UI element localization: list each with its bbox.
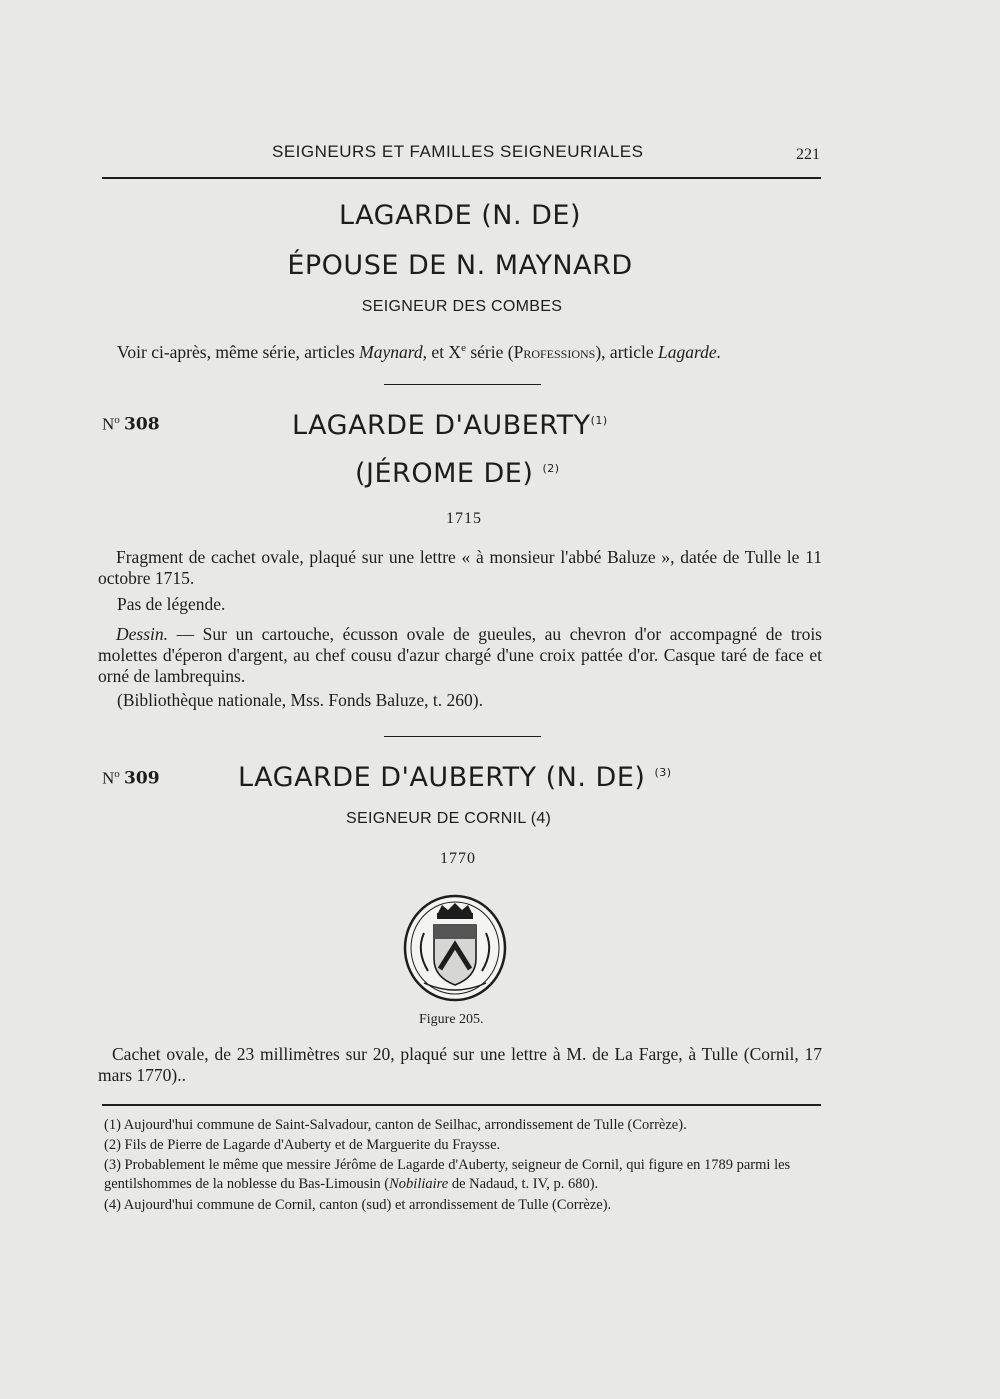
source-reference: (Bibliothèque nationale, Mss. Fonds Baluze, t. 260).	[117, 690, 483, 710]
cross-reference: Voir ci-après, même série, articles Maynard, et Xe série (Professions), article Lagarde.	[117, 341, 722, 362]
footnote-2: (2) Fils de Pierre de Lagarde d'Auberty et de Marguerite du Fraysse.	[104, 1137, 501, 1153]
section-divider	[384, 736, 541, 737]
running-header-title: SEIGNEURS ET FAMILLES SEIGNEURIALES	[272, 142, 644, 161]
footnote-rule	[102, 1104, 821, 1106]
footnote-1: (1) Aujourd'hui commune de Saint-Salvadour, canton de Seilhac, arrondissement de Tulle (Corrèze).	[104, 1117, 687, 1133]
entry-subtitle: SEIGNEUR DES COMBES	[361, 298, 563, 315]
entry-title-line1: LAGARDE (N. DE)	[338, 200, 582, 231]
footnote-3: (3) Probablement le même que messire Jérôme de Lagarde d'Auberty, seigneur de Cornil, qui figure en 1789 parmi les gentilshommes de la noblesse du Bas-Limousin (Nobiliaire de Nadaud, t. IV, p. 680).	[104, 1157, 791, 1192]
drawing-description: Dessin. — Sur un cartouche, écusson ovale de gueules, au chevron d'or accompagné de trois molettes d'éperon d'argent, au chef cousu d'azur chargé d'une croix pattée d'or. Casque taré de face et orné de lambrequins.	[98, 624, 822, 686]
seal-engraving	[402, 893, 508, 1003]
entry-year: 1715	[446, 510, 482, 527]
description-paragraph: Cachet ovale, de 23 millimètres sur 20, plaqué sur une lettre à M. de La Farge, à Tulle (Cornil, 17 mars 1770)..	[98, 1044, 822, 1085]
entry-title: LAGARDE D'AUBERTY (N. DE) $^{(3)}$	[238, 762, 672, 793]
entry-title-line2: ÉPOUSE DE N. MAYNARD	[287, 250, 633, 281]
entry-title-line1: LAGARDE D'AUBERTY$^{(1)}$	[292, 410, 608, 441]
legend-note: Pas de légende.	[117, 594, 226, 614]
entry-subtitle: SEIGNEUR DE CORNIL (4)	[346, 810, 552, 827]
footnote-4: (4) Aujourd'hui commune de Cornil, canton (sud) et arrondissement de Tulle (Corrèze).	[104, 1197, 612, 1213]
header-rule	[102, 177, 821, 179]
entry-number: $N^o$ 308	[102, 414, 160, 435]
entry-year: 1770	[440, 850, 476, 867]
description-paragraph: Fragment de cachet ovale, plaqué sur une lettre « à monsieur l'abbé Baluze », datée de Tulle le 11 octobre 1715.	[98, 547, 822, 588]
entry-number: $N^o$ 309	[102, 768, 160, 789]
page-number: 221	[796, 146, 820, 163]
figure-caption: Figure 205.	[419, 1012, 484, 1027]
entry-title-line2: (JÉROME DE) $^{(2)}$	[355, 458, 560, 489]
section-divider	[384, 384, 541, 385]
